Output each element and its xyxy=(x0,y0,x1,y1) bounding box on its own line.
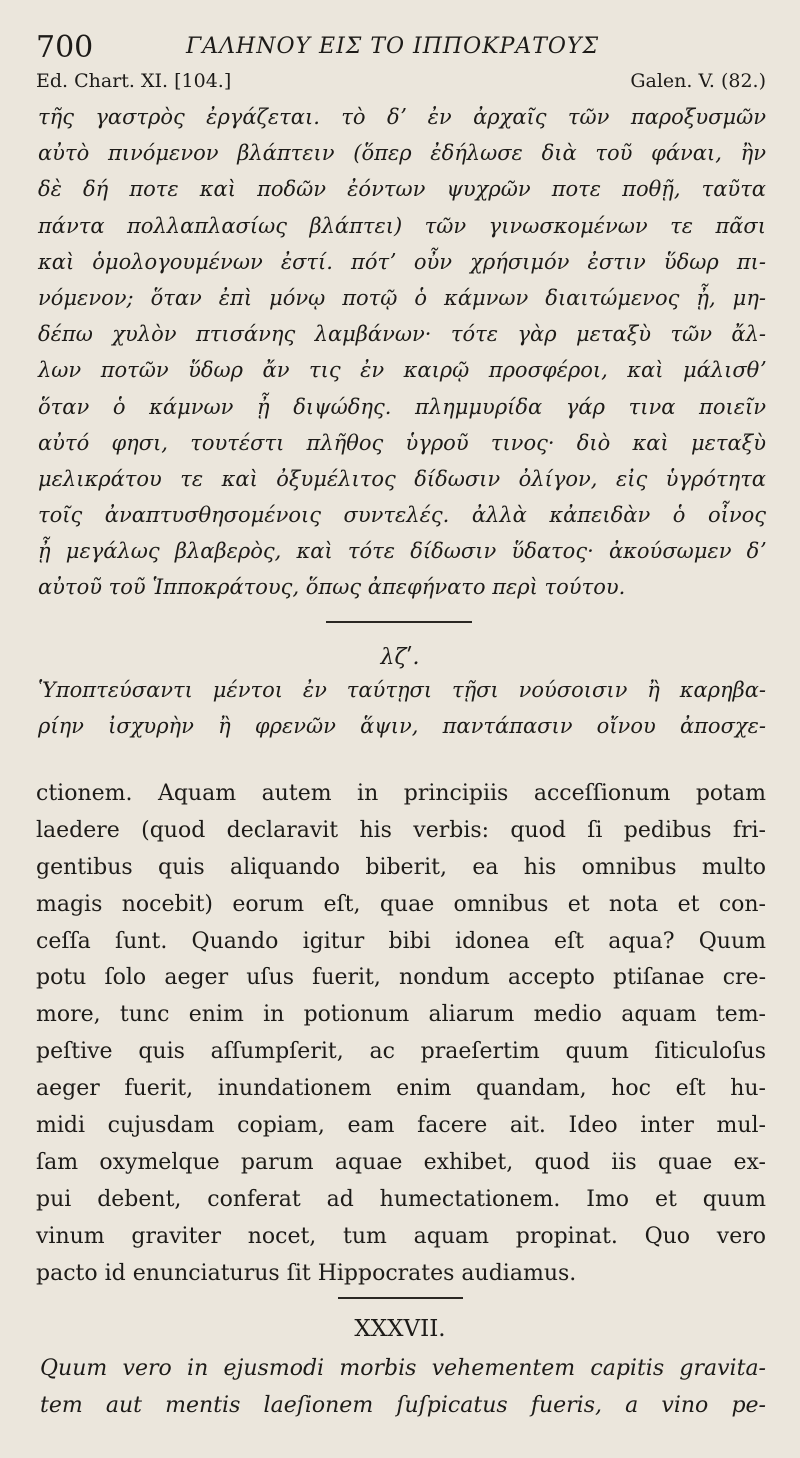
greek-commentary-line: πάντα πολλαπλασίως βλάπτει) τῶν γινωσκομένων τε πᾶσι xyxy=(38,213,766,238)
greek-commentary-line: δέπω χυλὸν πτισάνης λαμβάνων· τότε γὰρ μεταξὺ τῶν ἄλ- xyxy=(38,322,766,347)
running-title: ΓΑΛΗΝΟΥ ΕΙΣ ΤΟ ΙΠΠΟΚΡΑΤΟΥΣ xyxy=(186,34,600,59)
latin-commentary xyxy=(36,776,766,1292)
latin-commentary-line: laedere (quod declaravit his verbis: quod ſi pedibus fri- xyxy=(36,817,766,843)
latin-commentary-line: midi cujusdam copiam, eam facere ait. Ideo inter mul- xyxy=(36,1113,766,1139)
latin-commentary-line: pacto id enunciaturus ſit Hippocrates audiamus. xyxy=(36,1260,577,1286)
greek-commentary-line: ὅταν ὁ κάμνων ᾖ διψώδης. πλημμυρίδα γάρ τινα ποιεῖν xyxy=(38,394,766,419)
greek-commentary-line: αὐτό φησι, τουτέστι πλῆθος ὑγροῦ τινος· διὸ καὶ μεταξὺ xyxy=(38,430,766,455)
latin-lemma xyxy=(40,1350,766,1424)
greek-commentary-line: ᾖ μεγάλως βλαβερὸς, καὶ τότε δίδωσιν ὕδατος· ἀκούσωμεν δʼ xyxy=(38,539,766,564)
greek-lemma-line: ρίην ἰσχυρὴν ἢ φρενῶν ἅψιν, παντάπασιν οἴνου ἀποσχε- xyxy=(38,714,766,739)
greek-commentary-line: τοῖς ἀναπτυσθησομένοις συντελές. ἀλλὰ κἀπειδὰν ὁ οἶνος xyxy=(38,503,766,528)
latin-commentary-line: vinum graviter nocet, tum aquam propinat. Quo vero xyxy=(36,1223,766,1249)
greek-lemma-line: Ὑποπτεύσαντι μέντοι ἐν ταύτῃσι τῇσι νούσοισιν ἢ καρηβα- xyxy=(38,678,766,702)
latin-lemma-line: Quum vero in ejusmodi morbis vehementem capitis gravita- xyxy=(40,1356,766,1381)
greek-commentary-line: αὐτοῦ τοῦ Ἱπποκράτους, ὅπως ἀπεφήνατο περὶ τούτου. xyxy=(38,575,626,600)
greek-section-number: λζʹ. xyxy=(380,645,420,670)
latin-commentary-line: aeger fuerit, inundationem enim quandam, hoc eſt hu- xyxy=(36,1076,766,1102)
page-header xyxy=(36,30,776,64)
edition-reference-left: Ed. Chart. XI. [104.] xyxy=(36,70,232,92)
edition-reference-right: Galen. V. (82.) xyxy=(630,70,766,92)
latin-commentary-line: gentibus quis aliquando biberit, ea his omnibus multo xyxy=(36,854,766,880)
greek-commentary-line: μελικράτου τε καὶ ὀξυμέλιτος δίδωσιν ὀλίγον, εἰς ὑγρότητα xyxy=(38,466,766,491)
latin-commentary-line: more, tunc enim in potionum aliarum medio aquam tem- xyxy=(36,1002,766,1028)
greek-commentary-line: αὐτὸ πινόμενον βλάπτειν (ὅπερ ἐδήλωσε διὰ τοῦ φάναι, ἢν xyxy=(38,141,766,166)
latin-commentary-line: pui debent, conferat ad humectationem. Imo et quum xyxy=(36,1186,766,1212)
greek-commentary-line: τῆς γαστρὸς ἐργάζεται. τὸ δʼ ἐν ἀρχαῖς τῶν παροξυσμῶν xyxy=(38,105,766,129)
latin-lemma-line: tem aut mentis laeſionem ſuſpicatus fueris, a vino pe- xyxy=(40,1393,766,1418)
greek-lemma xyxy=(38,672,766,744)
latin-section-number: XXXVII. xyxy=(354,1316,446,1342)
latin-commentary-line: ceſſa ſunt. Quando igitur bibi idonea eſt aqua? Quum xyxy=(36,928,766,954)
greek-commentary-line: καὶ ὁμολογουμένων ἐστί. πότʼ οὖν χρήσιμόν ἐστιν ὕδωρ πι- xyxy=(38,249,766,274)
latin-section-divider xyxy=(338,1297,463,1299)
greek-commentary-line: δὲ δή ποτε καὶ ποδῶν ἐόντων ψυχρῶν ποτε ποθῇ, ταῦτα xyxy=(38,177,766,202)
greek-commentary-line: νόμενον; ὅταν ἐπὶ μόνῳ ποτῷ ὁ κάμνων διαιτώμενος ᾖ, μη- xyxy=(38,285,766,310)
latin-commentary-line: ctionem. Aquam autem in principiis acceſſionum potam xyxy=(36,781,766,806)
latin-commentary-line: magis nocebit) eorum eſt, quae omnibus et nota et con- xyxy=(36,891,766,917)
latin-commentary-line: potu ſolo aeger uſus fuerit, nondum accepto ptiſanae cre- xyxy=(36,965,766,991)
greek-section-divider xyxy=(326,621,472,623)
page-number: 700 xyxy=(36,30,94,65)
latin-commentary-line: ſam oxymelque parum aquae exhibet, quod iis quae ex- xyxy=(36,1149,766,1175)
greek-commentary xyxy=(38,99,766,606)
greek-commentary-line: λων ποτῶν ὕδωρ ἄν τις ἐν καιρῷ προσφέροι, καὶ μάλισθʼ xyxy=(38,358,766,383)
latin-commentary-line: peſtive quis aſſumpſerit, ac praeſertim quum ſiticuloſus xyxy=(36,1039,766,1065)
